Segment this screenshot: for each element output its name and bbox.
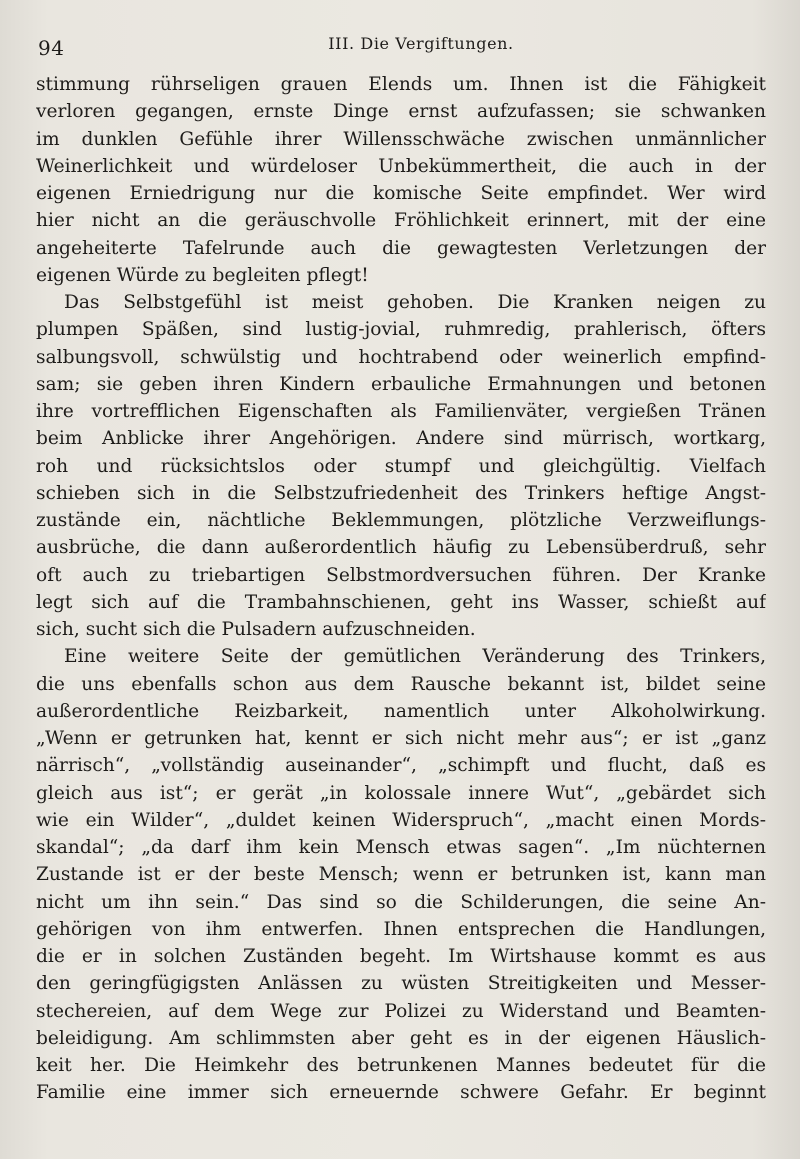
text-line: gleich aus ist“; er gerät „in kolossale innere Wut“, „gebärdet sich: [36, 782, 766, 804]
text-line: verloren gegangen, ernste Dinge ernst aufzufassen; sie schwanken: [36, 101, 766, 123]
text-line: närrisch“, „vollständig auseinander“, „schimpft und flucht, daß es: [36, 755, 766, 777]
text-line: Eine weitere Seite der gemütlichen Veränderung des Trinkers,: [64, 646, 766, 668]
text-line: Familie eine immer sich erneuernde schwere Gefahr. Er beginnt: [36, 1082, 766, 1104]
text-line: oft auch zu triebartigen Selbstmordversuchen führen. Der Kranke: [36, 564, 766, 586]
text-line: die er in solchen Zuständen begeht. Im Wirtshause kommt es aus: [36, 946, 766, 967]
text-line: die uns ebenfalls schon aus dem Rausche bekannt ist, bildet seine: [36, 673, 766, 695]
chapter-title: III. Die Vergiftungen.: [328, 34, 514, 53]
text-line: keit her. Die Heimkehr des betrunkenen Mannes bedeutet für die: [36, 1055, 766, 1076]
text-line: plumpen Späßen, sind lustig-jovial, ruhmredig, prahlerisch, öfters: [36, 319, 766, 341]
text-line: Weinerlichkeit und würdeloser Unbekümmertheit, die auch in der: [36, 155, 766, 177]
text-line: nicht um ihn sein.“ Das sind so die Schilderungen, die seine An-: [36, 891, 766, 913]
text-line: hier nicht an die geräuschvolle Fröhlichkeit erinnert, mit der eine: [36, 210, 766, 232]
text-line: außerordentliche Reizbarkeit, namentlich unter Alkoholwirkung.: [36, 700, 766, 722]
text-line: schieben sich in die Selbstzufriedenheit des Trinkers heftige Angst-: [36, 482, 766, 504]
text-line: im dunklen Gefühle ihrer Willensschwäche zwischen unmännlicher: [36, 128, 766, 150]
text-line: stimmung rührseligen grauen Elends um. Ihnen ist die Fähigkeit: [36, 74, 766, 95]
text-line: „Wenn er getrunken hat, kennt er sich nicht mehr aus“; er ist „ganz: [36, 728, 766, 749]
text-line: angeheiterte Tafelrunde auch die gewagtesten Verletzungen der: [36, 237, 766, 259]
body-text: [36, 71, 766, 1107]
text-line: sam; sie geben ihren Kindern erbauliche Ermahnungen und betonen: [36, 373, 766, 395]
text-line: beleidigung. Am schlimmsten aber geht es in der eigenen Häuslich-: [36, 1027, 766, 1049]
text-line: wie ein Wilder“, „duldet keinen Widerspruch“, „macht einen Mords-: [36, 809, 766, 831]
text-line: zustände ein, nächtliche Beklemmungen, plötzliche Verzweiflungs-: [36, 510, 766, 531]
text-line: roh und rücksichtslos oder stumpf und gleichgültig. Vielfach: [36, 455, 766, 477]
text-line: legt sich auf die Trambahnschienen, geht ins Wasser, schießt auf: [36, 591, 766, 613]
text-line: den geringfügigsten Anlässen zu wüsten Streitigkeiten und Messer-: [36, 973, 766, 995]
text-line: eigenen Würde zu begleiten pflegt!: [36, 264, 369, 286]
running-head: [38, 32, 764, 62]
text-line: stechereien, auf dem Wege zur Polizei zu Widerstand und Beamten-: [36, 1000, 766, 1022]
text-line: gehörigen von ihm entwerfen. Ihnen entsprechen die Handlungen,: [36, 918, 766, 940]
text-line: ausbrüche, die dann außerordentlich häufig zu Lebensüberdruß, sehr: [36, 537, 766, 559]
text-line: ihre vortrefflichen Eigenschaften als Familienväter, vergießen Tränen: [36, 401, 766, 422]
page-number: 94: [38, 36, 65, 60]
text-line: sich, sucht sich die Pulsadern aufzuschneiden.: [36, 619, 476, 640]
text-line: Das Selbstgefühl ist meist gehoben. Die Kranken neigen zu: [64, 292, 766, 313]
text-line: Zustande ist er der beste Mensch; wenn er betrunken ist, kann man: [36, 864, 766, 886]
text-line: skandal“; „da darf ihm kein Mensch etwas sagen“. „Im nüchternen: [36, 837, 766, 858]
text-line: salbungsvoll, schwülstig und hochtrabend oder weinerlich empfind-: [36, 346, 766, 368]
text-line: beim Anblicke ihrer Angehörigen. Andere sind mürrisch, wortkarg,: [36, 428, 766, 450]
text-line: eigenen Erniedrigung nur die komische Seite empfindet. Wer wird: [36, 183, 766, 204]
